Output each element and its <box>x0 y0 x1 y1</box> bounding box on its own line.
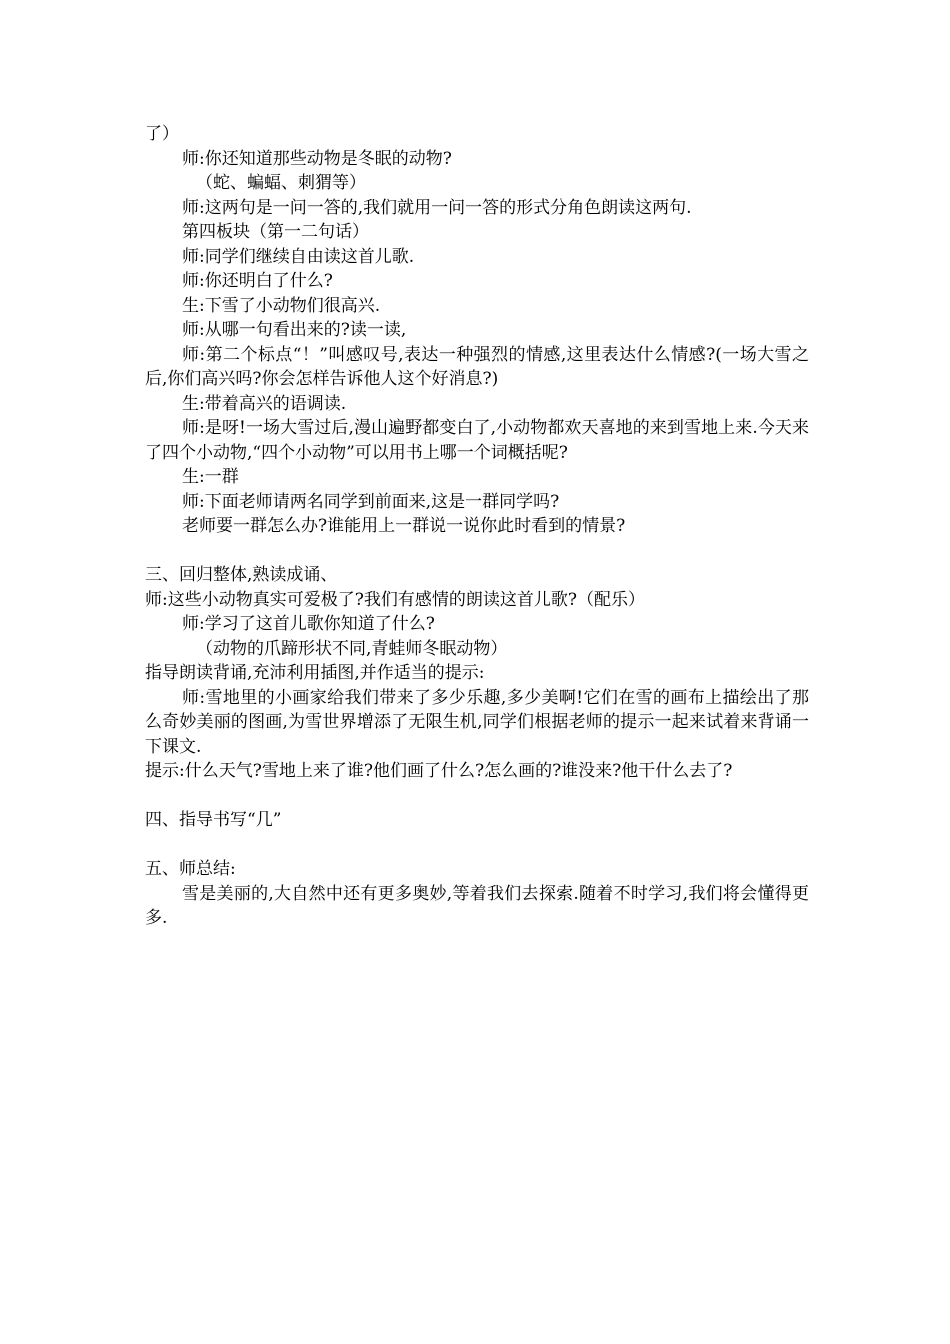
section-heading-four: 四、指导书写“几” <box>145 810 282 830</box>
paragraph-answer-claws: （动物的爪蹄形状不同,青蛙师冬眠动物） <box>196 638 508 659</box>
paragraph-summary: 雪是美丽的,大自然中还有更多奥妙,等着我们去探索.随着不时学习,我们将会懂得更多. <box>145 883 809 928</box>
paragraph-student-group: 生:一群 <box>182 467 239 487</box>
paragraph-continuation: 了） <box>145 124 179 144</box>
paragraph-teacher-which-sentence: 师:从哪一句看出来的?读一读, <box>182 320 407 340</box>
paragraph-teacher-punctuation: 师:第二个标点“！”叫感叹号,表达一种强烈的情感,这里表达什么情感?(一场大雪之后,你们高兴吗?你会怎样告诉他人这个好消息?) <box>145 344 809 389</box>
paragraph-teacher-understand: 师:你还明白了什么? <box>182 271 333 291</box>
paragraph-student-tone: 生:带着高兴的语调读. <box>182 393 347 414</box>
paragraph-answer-animals: （蛇、蝙蝠、刺猬等） <box>196 173 366 193</box>
blank-line <box>145 539 809 564</box>
blank-line <box>145 784 809 809</box>
section-block-four: 第四板块（第一二句话） <box>182 222 369 242</box>
paragraph-teacher-painters: 师:雪地里的小画家给我们带来了多少乐趣,多少美啊!它们在雪的画布上描绘出了那么奇妙美丽的图画,为雪世界增添了无限生机,同学们根据老师的提示一起来试着来背诵一下课文. <box>145 687 809 757</box>
section-heading-three: 三、回归整体,熟读成诵、 <box>145 565 338 585</box>
paragraph-teacher-roleplay: 师:这两句是一问一答的,我们就用一问一答的形式分角色朗读这两句. <box>182 197 692 218</box>
section-heading-five: 五、师总结: <box>145 859 236 879</box>
paragraph-guidance: 指导朗读背诵,充沛利用插图,并作适当的提示: <box>145 663 485 683</box>
paragraph-teacher-cute: 师:这些小动物真实可爱极了?我们有感情的朗读这首儿歌?（配乐） <box>145 589 645 610</box>
paragraph-teacher-read: 师:同学们继续自由读这首儿歌. <box>182 246 415 267</box>
document-body <box>145 122 809 931</box>
paragraph-teacher-two-students: 师:下面老师请两名同学到前面来,这是一群同学吗? <box>182 491 560 512</box>
blank-line <box>145 833 809 858</box>
paragraph-student-happy: 生:下雪了小动物们很高兴. <box>182 295 381 316</box>
paragraph-teacher-scene: 老师要一群怎么办?谁能用上一群说一说你此时看到的情景? <box>182 516 626 536</box>
paragraph-teacher-question: 师:你还知道那些动物是冬眠的动物? <box>182 148 452 169</box>
paragraph-teacher-learned: 师:学习了这首儿歌你知道了什么? <box>182 614 435 634</box>
paragraph-hint: 提示:什么天气?雪地上来了谁?他们画了什么?怎么画的?谁没来?他干什么去了? <box>145 761 733 781</box>
paragraph-teacher-snow: 师:是呀!一场大雪过后,漫山遍野都变白了,小动物都欢天喜地的来到雪地上来.今天来了四个小动物,“四个小动物”可以用书上哪一个词概括呢? <box>145 418 809 463</box>
